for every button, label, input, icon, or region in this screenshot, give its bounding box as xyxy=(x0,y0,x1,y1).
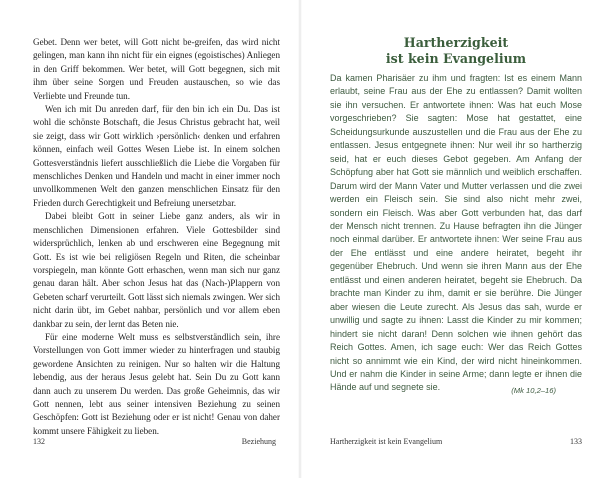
left-paragraph-1: Gebet. Denn wer betet, will Gott nicht be-greifen, das wird nicht gelingen, man kann ihn nicht für ein eignes (egoistisches) Anliegen in den Griff bekommen. Wer betet, will Gott begegnen, sich mit ihm über seine Sorgen und Freuden austauschen, so wie das Verliebte und Freunde tun. xyxy=(33,37,280,101)
section-title-line-2: ist kein Evangelium xyxy=(385,51,527,66)
left-paragraph-4: Für eine moderne Welt muss es selbstverständlich sein, ihre Vorstellungen von Gott immer wieder zu hinterfragen und staubig gewordene Ansichten zu reinigen. Nur so halten wir die Haltung lebendig, aus der heraus Jesus gelebt hat. Sein Du zu Gott kann dann auch zu unserem Du werden. Das große Geheimnis, das wir Gott nennen, lebt aus seiner intensiven Beziehung zu seinen Geschöpfen: Gott ist Beziehung oder er ist nicht! Genau von daher kommt unsere Fähigkeit zu lieben. xyxy=(33,331,280,436)
scripture-passage xyxy=(330,72,582,395)
left-paragraph-2: Wen ich mit Du anreden darf, für den bin ich ein Du. Das ist wohl die schönste Botschaft, die Jesus Christus gebracht hat, weil sie zeigt, dass wir Gott wirklich ›persönlich‹ denken und erfahren können, einfach weil Gottes Wesen Liebe ist. In einem solchen Gottesverständnis liefert ausschließlich die Liebe die Vorgaben für menschliches Denken und Handeln und macht in einer immer noch unvollkommenen Welt den ganzen menschlichen Einsatz für den Frieden durch Gerechtigkeit und Befreiung unersetzbar. xyxy=(33,104,280,208)
left-running-head: Beziehung xyxy=(241,437,276,446)
right-page-number: 133 xyxy=(570,437,582,446)
scripture-citation: (Mk 10,2–16) xyxy=(511,386,556,395)
scripture-text: Da kamen Pharisäer zu ihm und fragten: Ist es einem Mann erlaubt, seine Frau aus der Ehe zu entlassen? Damit wollten sie ihn versuchen. Er antwortete ihnen: Was hat euch Mose vorgeschrieben? Sie sagten: Mose hat gestattet, eine Scheidungsurkunde auszustellen und die Frau aus der Ehe zu entlassen. Jesus entgegnete ihnen: Nur weil ihr so hartherzig seid, hat er euch dieses Gebot gegeben. Am Anfang der Schöpfung aber hat Gott sie männlich und weiblich erschaffen. Darum wird der Mann Vater und Mutter verlassen und die zwei werden ein Fleisch sein. Sie sind also nicht mehr zwei, sondern ein Fleisch. Was aber Gott verbunden hat, das darf der Mensch nicht trennen. Zu Hause befragten ihn die Jünger noch einmal darüber. Er antwortete ihnen: Wer seine Frau aus der Ehe entlässt und eine andere heiratet, begeht ihr gegenüber Ehebruch. Und wenn sie ihren Mann aus der Ehe entlässt und einen anderen heiratet, begeht sie Ehebruch. Da brachte man Kinder zu ihm, damit er sie berühre. Die Jünger aber wiesen die Leute zurecht. Als Jesus das sah, wurde er unwillig und sagte zu ihnen: Lasst die Kinder zu mir kommen; hindert sie nicht daran! Denn solchen wie ihnen gehört das Reich Gottes. Amen, ich sage euch: Wer das Reich Gottes nicht so annimmt wie ein Kind, der wird nicht hineinkommen. Und er nahm die Kinder in seine Arme; dann legte er ihnen die Hände auf und segnete sie. xyxy=(330,73,582,393)
left-page-body xyxy=(33,36,280,438)
right-running-head: Hartherzigkeit ist kein Evangelium xyxy=(330,437,443,446)
section-title xyxy=(330,35,582,67)
section-title-line-1: Hartherzigkeit xyxy=(403,35,509,50)
left-page-number: 132 xyxy=(33,437,45,446)
right-page xyxy=(300,0,600,478)
left-paragraph-3: Dabei bleibt Gott in seiner Liebe ganz anders, als wir in menschlichen Dimensionen erfahren. Viele Gottesbilder sind widersprüchlich, lenken ab und erschweren eine Begegnung mit Gott. Es ist wie bei religiösen Regeln und Riten, die scheinbar vorspiegeln, man könnte Gott erhaschen, wenn man sich nur ganz genau daran hält. Aber schon Jesus hat das (Nach-)Plappern von Gebeten scharf verurteilt. Gott lässt sich niemals zwingen. Wer sich nicht darin übt, im Gebet nahbar, persönlich und vor allem eben dankbar zu sein, der lernt das Beten nie. xyxy=(33,211,280,329)
